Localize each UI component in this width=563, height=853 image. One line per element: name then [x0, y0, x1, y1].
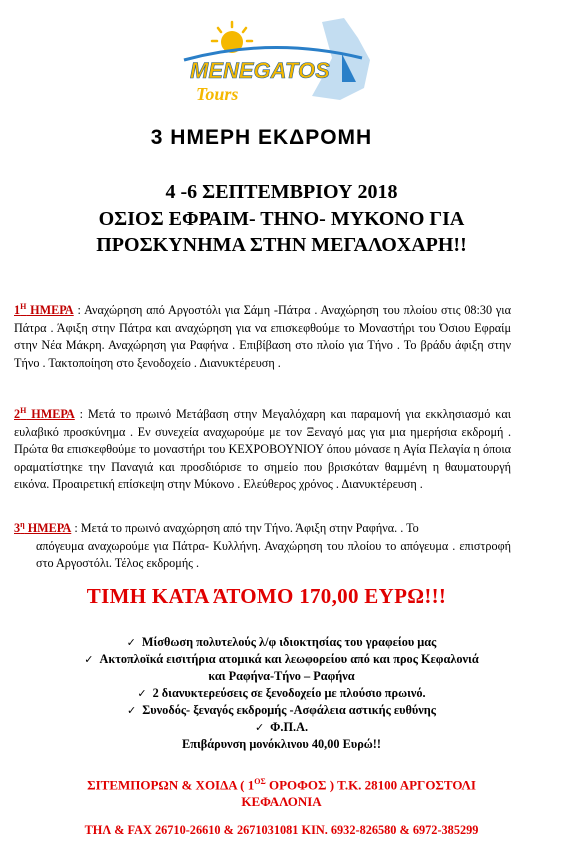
- check-icon: ✓: [254, 721, 265, 734]
- trip-title: 3 ΗΜΕΡΗ ΕΚΔΡΟΜΗ: [150, 126, 373, 149]
- day-1-description: [14, 298, 511, 372]
- day-2-description: [14, 402, 511, 494]
- logo-sub-text: Tours: [196, 84, 239, 104]
- logo-brand-text: MENEGATOS: [190, 58, 330, 83]
- trip-subtitle-line2: ΠΡΟΣΚΥΝΗΜΑ ΣΤΗΝ ΜΕΓΑΛΟΧΑΡΗ!!: [96, 234, 467, 256]
- single-room-surcharge: Επιβάρυνση μονόκλινου 40,00 Ευρώ!!: [182, 737, 381, 751]
- includes-item: ✓ Ακτοπλοϊκά εισιτήρια ατομικά και λεωφορείου από και προς Κεφαλονιά: [84, 652, 479, 666]
- includes-item: ✓ Φ.Π.Α.: [254, 720, 309, 734]
- contact-phones: ΤΗΛ & FAX 26710-26610 & 2671031081 ΚΙΝ. 6932-826580 & 6972-385299: [84, 823, 479, 837]
- includes-item: ✓ Συνοδός- ξεναγός εκδρομής -Ασφάλεια αστικής ευθύνης: [127, 703, 436, 717]
- check-icon: ✓: [126, 636, 136, 649]
- menegatos-tours-logo: [172, 8, 378, 108]
- check-icon: ✓: [84, 653, 94, 666]
- day-3-text: : Μετά το πρωινό αναχώρηση από την Τήνο. Άφιξη στην Ραφήνα. . Το: [71, 521, 419, 536]
- day-3-heading: $3^\eta$ ΗΜΕΡΑ: [14, 520, 72, 536]
- office-address: ΣΙΤΕΜΠΟΡΩΝ & ΧΟΙΔΑ ( $1^{O\Sigma}$ ΟΡΟΦΟΣ ) Τ.Κ. 28100 ΑΡΓΟΣΤΟΛΙ ΚΕΦΑΛΟΝΙΑ: [87, 777, 476, 810]
- check-icon: ✓: [137, 687, 147, 700]
- logo-graphic: [172, 8, 378, 108]
- day-2-text: : Μετά το πρωινό Μετάβαση στην Μεγαλόχαρη και παραμονή για εκκλησιασμό και ευλαβικό προσκύνημα . Εν συνεχεία αναχωρούμε με τον Ξεναγό μας για μια ημερήσια εκδρομή . Πρώτα θα επισκεφθούμε το μοναστήρι του ΚΕΧΡΟΒΟΥΝΙΟΥ όπου μόνασε η Αγία Πελαγία η όποια οραματίστηκε την Παναγιά και προσδιόρισε το σημείο που βρισκόταν θαμμένη η θαυματουργή εικόνα. Προαιρετική επίσκεψη στην Μύκονο . Ελεύθερος χρόνος . Διανυκτέρευση .: [14, 407, 511, 492]
- includes-item: ✓ Μίσθωση πολυτελούς λ/φ ιδιοκτησίας του γραφείου μας: [126, 635, 437, 649]
- day-3-text-continued: απόγευμα αναχωρούμε για Πάτρα- Κυλλήνη. Αναχώρηση του πλοίου το απόγευμα . επιστροφή στο Αργοστόλι. Τέλος εκδρομής .: [36, 538, 511, 571]
- trip-dates: 4 -6 ΣΕΠΤΕΜΒΡΙΟΥ 2018: [165, 181, 398, 203]
- day-1-text: : Αναχώρηση από Αργοστόλι για Σάμη -Πάτρα . Αναχώρηση του πλοίου στις 08:30 για Πάτρα . Άφιξη στην Πάτρα και αναχώρηση για να επισκεφθούμε το Μοναστήρι του Όσιου Εφραίμ στην Νέα Μάκρη. Αναχώρηση για Ραφήνα . Επιβίβαση στο πλοίο για Τήνο . Το βράδυ άφιξη στην Τήνο . Τακτοποίηση στο ξενοδοχείο . Διανυκτέρευση .: [14, 303, 511, 370]
- check-icon: ✓: [127, 704, 137, 717]
- office-address-region: ΚΕΦΑΛΟΝΙΑ: [241, 794, 322, 810]
- day-1-heading: $1^H$ ΗΜΕΡΑ: [14, 302, 74, 318]
- trip-subtitle-line1: ΟΣΙΟΣ ΕΦΡΑΙΜ- ΤΗΝΟ- ΜΥΚΟΝΟ ΓΙΑ: [98, 208, 465, 230]
- includes-item: και Ραφήνα-Τήνο – Ραφήνα: [208, 669, 355, 683]
- day-2-heading: $2^H$ ΗΜΕΡΑ: [14, 406, 75, 422]
- includes-list: [0, 634, 563, 753]
- day-3-description: [14, 516, 511, 573]
- includes-item: ✓ 2 διανυκτερεύσεις σε ξενοδοχείο με πλούσιο πρωινό.: [137, 686, 426, 700]
- price-per-person: ΤΙΜΗ ΚΑΤΑ ΆΤΟΜΟ 170,00 ΕΥΡΩ!!!: [86, 584, 447, 608]
